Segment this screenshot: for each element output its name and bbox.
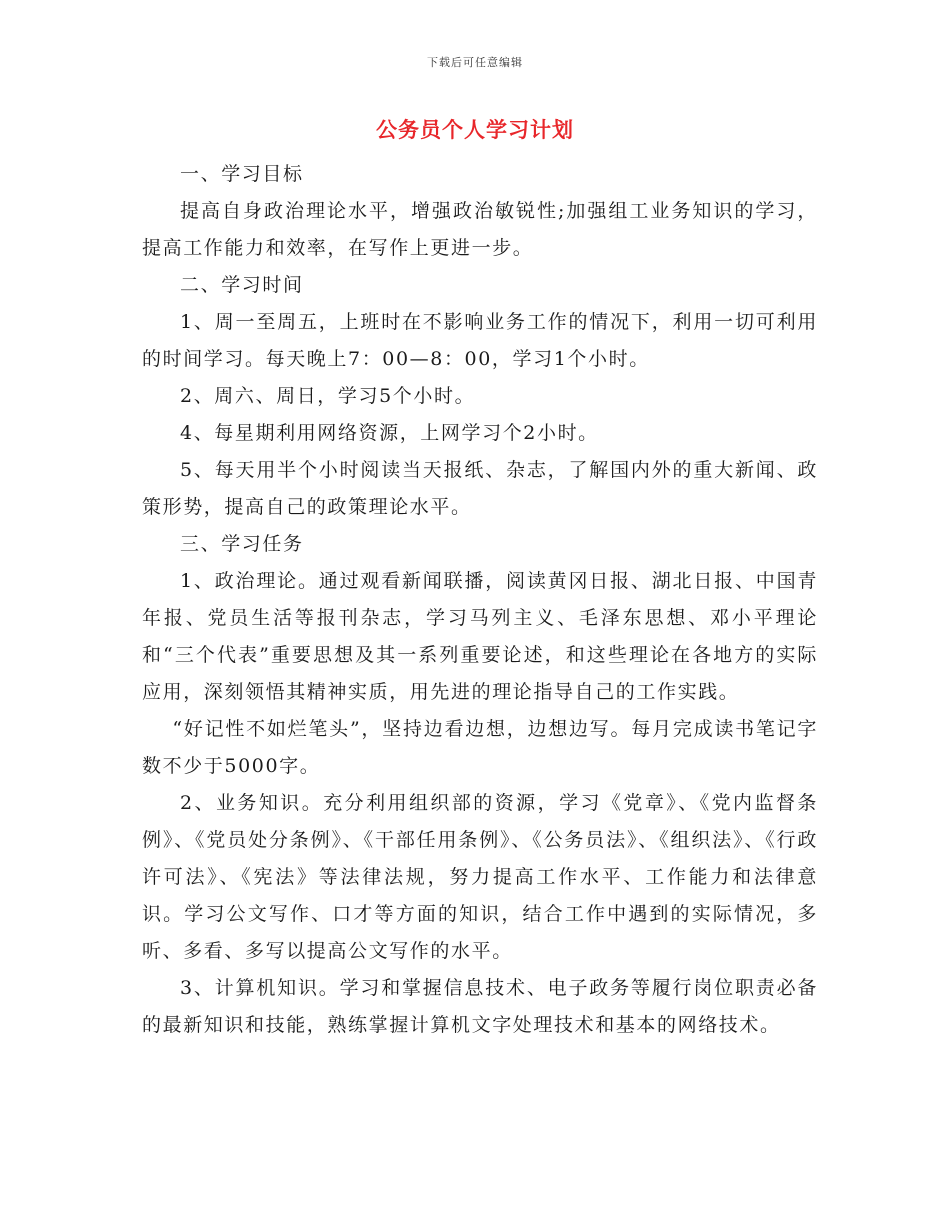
- document-title: 公务员个人学习计划: [376, 117, 574, 142]
- document-body: [142, 156, 818, 1044]
- section-heading-goals: 一、学习目标: [180, 163, 304, 185]
- paragraph-time-4: 4、每星期利用网络资源，上网学习个2小时。: [180, 422, 599, 444]
- paragraph-goals: 提高自身政治理论水平，增强政治敏锐性;加强组工业务知识的学习，提高工作能力和效率，在写作上更进一步。: [142, 200, 818, 259]
- paragraph-time-1: 1、周一至周五，上班时在不影响业务工作的情况下，利用一切可利用的时间学习。每天晚上7：00—8：00，学习1个小时。: [142, 311, 818, 370]
- section-heading-time: 二、学习时间: [180, 274, 304, 296]
- header-note: 下载后可任意编辑: [427, 56, 523, 69]
- paragraph-time-5: 5、每天用半个小时阅读当天报纸、杂志，了解国内外的重大新闻、政策形势，提高自己的政策理论水平。: [142, 459, 818, 518]
- paragraph-task-notes: “好记性不如烂笔头”，坚持边看边想，边想边写。每月完成读书笔记字数不少于5000字。: [142, 718, 818, 777]
- paragraph-task-business: 2、业务知识。充分利用组织部的资源，学习《党章》、《党内监督条例》、《党员处分条例》、《干部任用条例》、《公务员法》、《组织法》、《行政许可法》、《宪法》等法律法规，努力提高工作水平、工作能力和法律意识。学习公文写作、口才等方面的知识，结合工作中遇到的实际情况，多听、多看、多写以提高公文写作的水平。: [142, 792, 818, 962]
- paragraph-time-2: 2、周六、周日，学习5个小时。: [180, 385, 476, 407]
- paragraph-task-politics: 1、政治理论。通过观看新闻联播，阅读黄冈日报、湖北日报、中国青年报、党员生活等报刊杂志，学习马列主义、毛泽东思想、邓小平理论和“三个代表”重要思想及其一系列重要论述，和这些理论在各地方的实际应用，深刻领悟其精神实质，用先进的理论指导自己的工作实践。: [142, 570, 818, 703]
- section-heading-tasks: 三、学习任务: [180, 533, 304, 555]
- paragraph-task-computer: 3、计算机知识。学习和掌握信息技术、电子政务等履行岗位职责必备的最新知识和技能，熟练掌握计算机文字处理技术和基本的网络技术。: [142, 977, 818, 1036]
